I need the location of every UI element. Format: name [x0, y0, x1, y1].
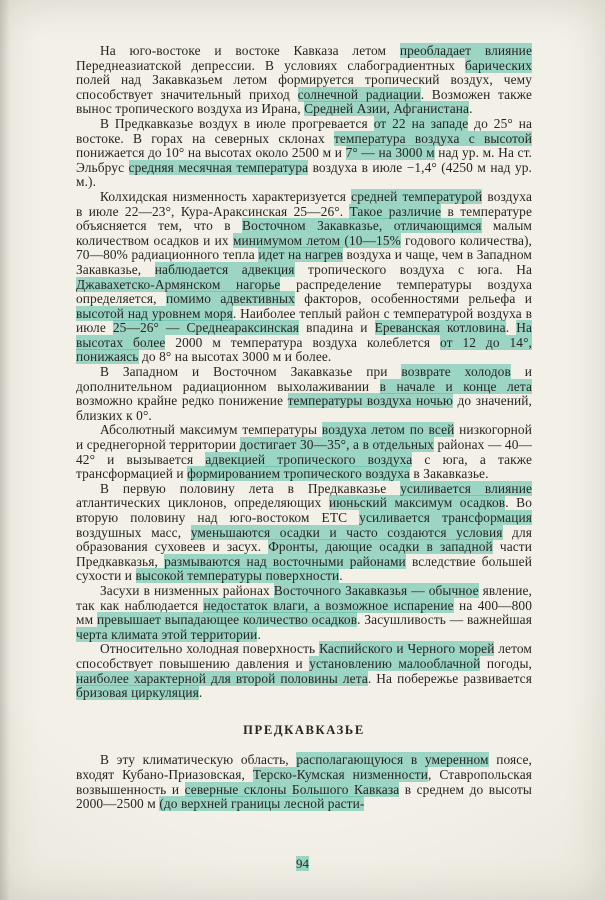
page-edge-shadow [0, 0, 10, 900]
section-heading: ПРЕДКАВКАЗЬЕ [243, 722, 365, 737]
paragraph: Абсолютный максимум температуры воздуха летом по всей низкогорной и среднегорной территории достигает 30—35°, а в отдельных районах — 40—42° и вызывается адвекцией тропического воздуха с юга, а также трансформацией и формированием тропического воздуха в Закавказье. [76, 422, 533, 482]
paragraph: Колхидская низменность характеризуется средней температурой воздуха в июле 22—23°, Кура-Араксинская 25—26°. Такое различие в температуре объясняется тем, что в Восточном Закавказье, отличающимся малым количеством осадков и их минимумом летом (10—15% годового количества), 70—80% радиационного тепла идет на нагрев воздуха и чаще, чем в Западном Закавказье, наблюдается адвекция тропического воздуха с юга. На Джавахетско-Армянском нагорье распределение температуры воздуха определяется, помимо адвективных факторов, особенностями рельефа и высотой над уровнем моря. Наиболее теплый район с температурой воздуха в июле 25—26° — Среднеараксинская впадина и Ереванская котловина. На высотах более 2000 м температура воздуха колеблется от 12 до 14°, понижаясь до 8° на высотах 3000 м и более. [76, 188, 533, 365]
paragraph: В эту климатическую область, располагающуюся в умеренном поясе, входят Кубано-Приазовская, Терско-Кумская низменности, Ставропольская возвышенность и северные склоны Большого Кавказа в среднем до высоты 2000—2500 м (до верхней границы лесной расти- [76, 752, 533, 812]
paragraph: В Предкавказье воздух в июле прогревается от 22 на западе до 25° на востоке. В горах на северных склонах температура воздуха с высотой понижается до 10° на высотах около 2500 м и 7° — на 3000 м над ур. м. На ст. Эльбрус средняя месячная температура воздуха в июле −1,4° (4250 м над ур. м.). [76, 115, 533, 190]
paragraph: В первую половину лета в Предкавказье усиливается влияние атлантических циклонов, определяющих июньский максимум осадков. Во вторую половину над юго-востоком ЕТС усиливается трансформация воздушных масс, уменьшаются осадки и часто создаются условия для образования суховеев и засух. Фронты, дающие осадки в западной части Предкавказья, размываются над восточными районами вследствие большей сухости и высокой температуры поверхности. [76, 480, 533, 584]
paragraph: На юго-востоке и востоке Кавказа летом преобладает влияние Переднеазиатской депрессии. В условиях слабоградиентных барических полей над Закавказьем летом формируется тропический воздух, чему способствует значительный приход солнечной радиации. Возможен также вынос тропического воздуха из Ирана, Средней Азии, Афганистана. [76, 43, 532, 117]
page-number-value: 94 [296, 856, 309, 871]
page-body [76, 44, 532, 812]
paragraph: Относительно холодная поверхность Каспийского и Черного морей летом способствует повышению давления и установлению малооблачной погоды, наиболее характерной для второй половины лета. На побережье развивается бризовая циркуляция. [76, 641, 533, 701]
paragraph: Засухи в низменных районах Восточного Закавказья — обычное явление, так как наблюдается недостаток влаги, а возможное испарение на 400—800 мм превышает выпадающее количество осадков. Засушливость — важнейшая черта климата этой территории. [76, 582, 533, 642]
page-number [0, 856, 605, 872]
paragraph: В Западном и Восточном Закавказье при возврате холодов и дополнительном радиационном выхолаживании в начале и конце лета возможно крайне редко понижение температуры воздуха ночью до значений, близких к 0°. [76, 364, 533, 423]
